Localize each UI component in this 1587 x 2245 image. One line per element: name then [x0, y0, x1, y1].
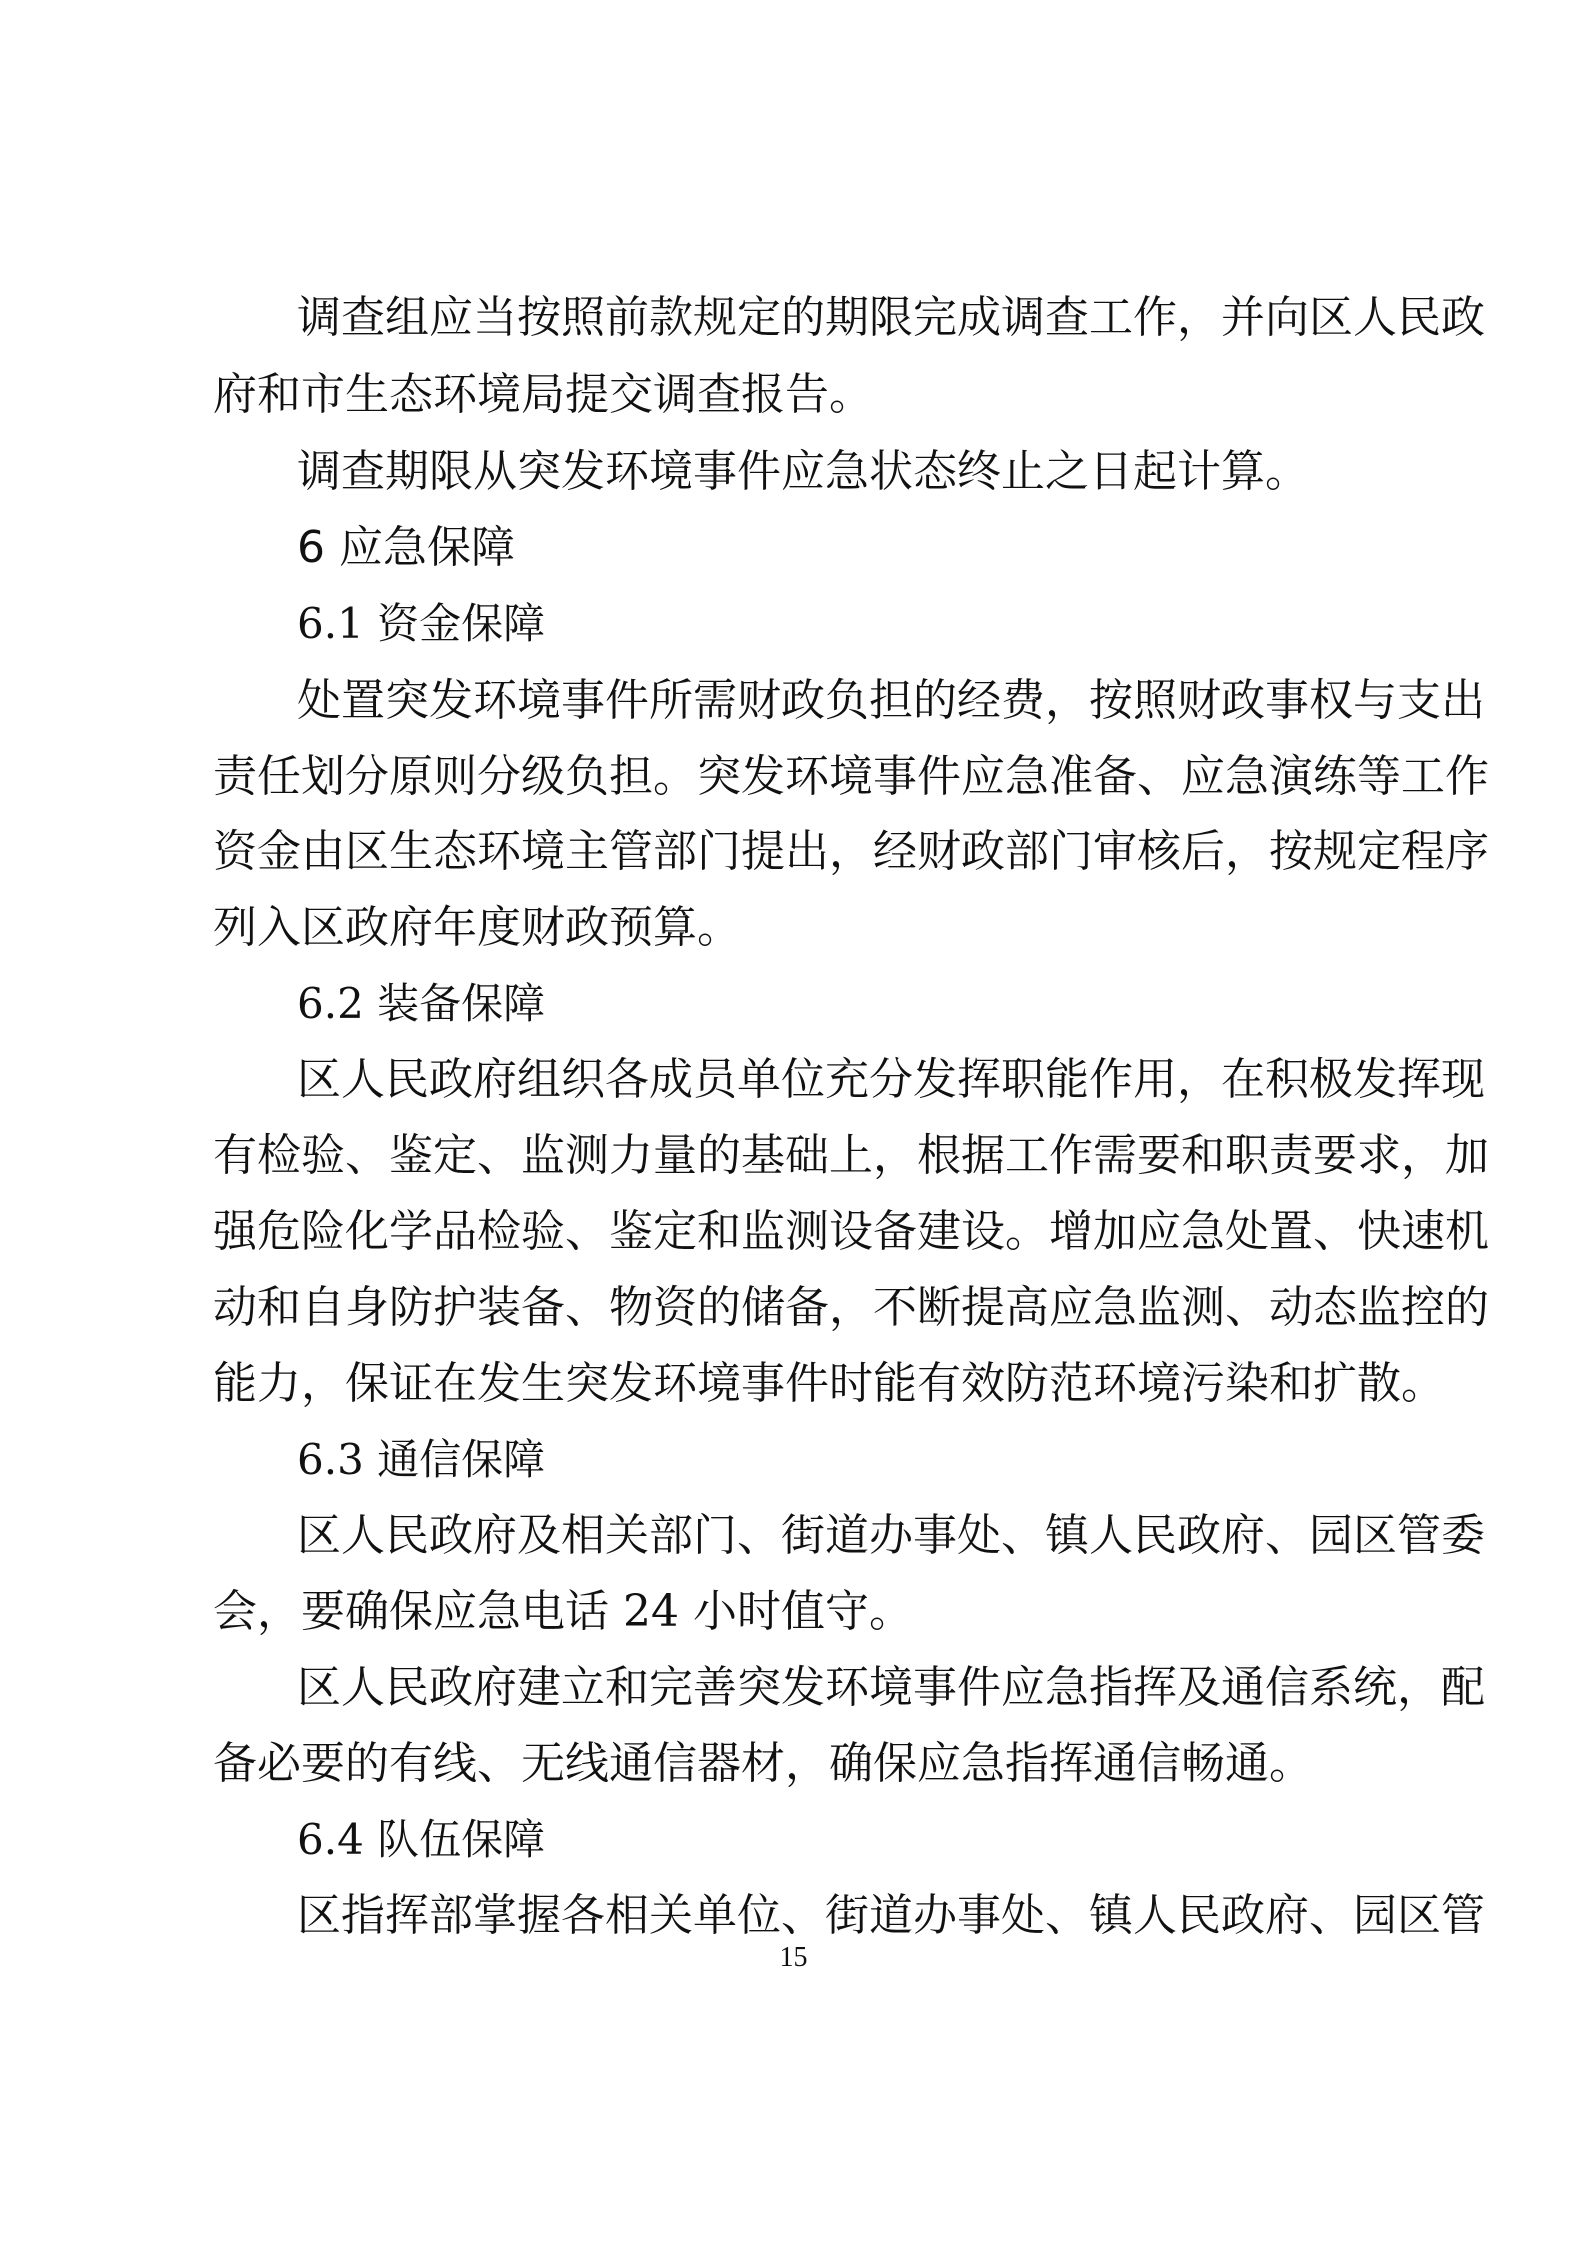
paragraph-line: 动和自身防护装备、物资的储备，不断提高应急监测、动态监控的	[213, 1282, 1489, 1333]
paragraph-line: 区人民政府建立和完善突发环境事件应急指挥及通信系统，配	[297, 1662, 1485, 1713]
subsection-heading: 6.4 队伍保障	[297, 1815, 546, 1864]
paragraph-line: 责任划分原则分级负担。突发环境事件应急准备、应急演练等工作	[213, 751, 1489, 802]
subsection-heading: 6.3 通信保障	[297, 1435, 546, 1484]
section-heading: 6 应急保障	[297, 522, 515, 573]
subsection-heading: 6.1 资金保障	[297, 599, 546, 648]
paragraph-line: 区人民政府组织各成员单位充分发挥职能作用，在积极发挥现	[297, 1054, 1485, 1105]
paragraph-line: 有检验、鉴定、监测力量的基础上，根据工作需要和职责要求，加	[213, 1130, 1489, 1181]
paragraph-line: 备必要的有线、无线通信器材，确保应急指挥通信畅通。	[213, 1738, 1313, 1789]
paragraph-line: 处置突发环境事件所需财政负担的经费，按照财政事权与支出	[297, 675, 1485, 726]
paragraph-line: 调查组应当按照前款规定的期限完成调查工作，并向区人民政	[297, 292, 1485, 343]
paragraph-line: 资金由区生态环境主管部门提出，经财政部门审核后，按规定程序	[213, 826, 1489, 877]
page-number: 15	[779, 1942, 808, 1973]
paragraph-line: 强危险化学品检验、鉴定和监测设备建设。增加应急处置、快速机	[213, 1206, 1489, 1257]
paragraph-line: 府和市生态环境局提交调查报告。	[213, 369, 873, 420]
subsection-heading: 6.2 装备保障	[297, 979, 546, 1028]
paragraph-line: 调查期限从突发环境事件应急状态终止之日起计算。	[297, 446, 1309, 497]
paragraph-line: 区指挥部掌握各相关单位、街道办事处、镇人民政府、园区管	[297, 1890, 1485, 1941]
paragraph-line: 能力，保证在发生突发环境事件时能有效防范环境污染和扩散。	[213, 1358, 1445, 1409]
paragraph-line: 列入区政府年度财政预算。	[213, 902, 741, 953]
paragraph-line: 会，要确保应急电话 24 小时值守。	[213, 1586, 913, 1637]
paragraph-line: 区人民政府及相关部门、街道办事处、镇人民政府、园区管委	[297, 1510, 1485, 1561]
